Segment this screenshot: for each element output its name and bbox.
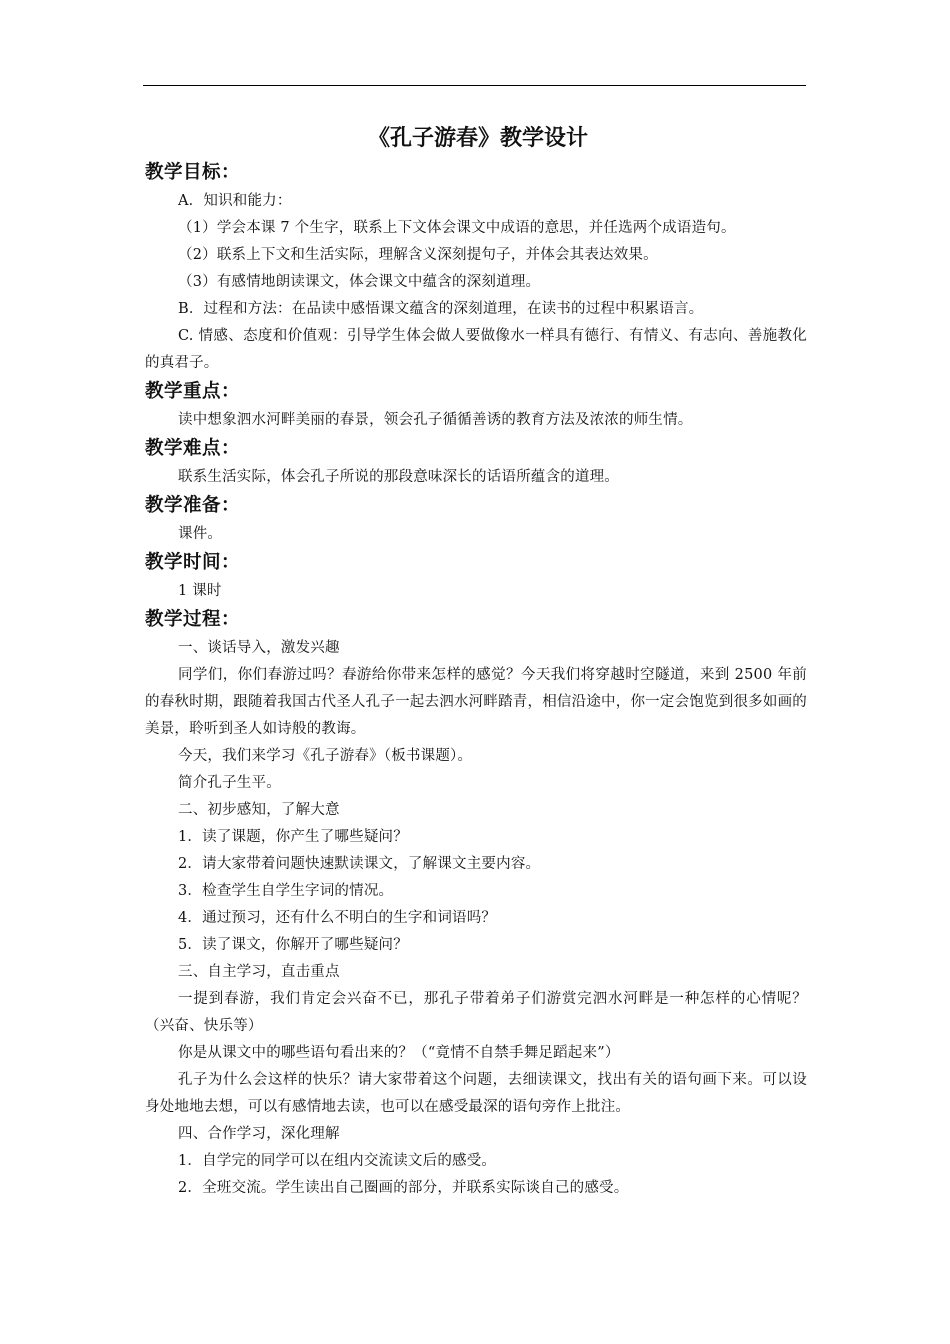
difficulties-text: 联系生活实际，体会孔子所说的那段意味深长的话语所蕴含的道理。 [178,469,619,485]
document-body [145,118,807,1202]
process-paragraph: 孔子为什么会这样的快乐？请大家带着这个问题，去细读课文，找出有关的语句画下来。可以设身处地地去想，可以有感情地去读，也可以在感受最深的语句旁作上批注。 [145,1072,807,1115]
process-step-heading: 三、自主学习，直击重点 [178,964,340,980]
process-step-heading: 四、合作学习，深化理解 [178,1126,340,1142]
goal-item: A．知识和能力： [178,193,292,209]
process-paragraph: 同学们，你们春游过吗？春游给你带来怎样的感觉？今天我们将穿越时空隧道，来到 2500 年前的春秋时期，跟随着我国古代圣人孔子一起去泗水河畔踏青，相信沿途中，你一定会饱览到很多如画的美景，聆听到圣人如诗般的教诲。 [145,667,807,737]
goal-item: （1）学会本课 7 个生字，联系上下文体会课文中成语的意思，并任选两个成语造句。 [178,220,736,236]
section-heading-difficulties: 教学难点： [145,438,241,459]
section-heading-time: 教学时间： [145,552,241,573]
process-list-item: 5．读了课文，你解开了哪些疑问？ [178,937,408,953]
process-step-heading: 二、初步感知，了解大意 [178,802,340,818]
section-heading-goals: 教学目标： [145,162,241,183]
process-list-item: 2．请大家带着问题快速默读课文，了解课文主要内容。 [178,856,541,872]
process-paragraph: 今天，我们来学习《孔子游春》（板书课题）。 [178,748,473,764]
key-points-text: 读中想象泗水河畔美丽的春景，领会孔子循循善诱的教育方法及浓浓的师生情。 [178,412,693,428]
process-list-item: 1．自学完的同学可以在组内交流读文后的感受。 [178,1153,497,1169]
process-step-heading: 一、谈话导入，激发兴趣 [178,640,340,656]
process-paragraph: 一提到春游，我们肯定会兴奋不已，那孔子带着弟子们游赏完泗水河畔是一种怎样的心情呢？（兴奋、快乐等） [145,991,807,1034]
section-heading-process: 教学过程： [145,609,241,630]
process-list-item: 1．读了课题，你产生了哪些疑问？ [178,829,408,845]
document-title: 《孔子游春》教学设计 [367,125,588,151]
goal-item: （2）联系上下文和生活实际，理解含义深刻提句子，并体会其表达效果。 [178,247,658,263]
process-list-item: 2．全班交流。学生读出自己圈画的部分，并联系实际谈自己的感受。 [178,1180,629,1196]
section-heading-preparation: 教学准备： [145,495,241,516]
process-list-item: 4．通过预习，还有什么不明白的生字和词语吗？ [178,910,497,926]
process-paragraph: 简介孔子生平。 [178,775,281,791]
goal-item: （3）有感情地朗读课文，体会课文中蕴含的深刻道理。 [178,274,541,290]
section-heading-key-points: 教学重点： [145,381,241,402]
header-rule [143,85,806,86]
goal-item: B．过程和方法：在品读中感悟课文蕴含的深刻道理，在读书的过程中积累语言。 [178,301,704,317]
process-list-item: 3．检查学生自学生字词的情况。 [178,883,394,899]
time-text: 1 课时 [178,583,222,599]
process-paragraph: 你是从课文中的哪些语句看出来的？（“竟情不自禁手舞足蹈起来”） [178,1045,620,1061]
goal-item: C. 情感、态度和价值观：引导学生体会做人要做像水一样具有德行、有情义、有志向、善施教化的真君子。 [145,328,807,371]
preparation-text: 课件。 [178,526,223,542]
